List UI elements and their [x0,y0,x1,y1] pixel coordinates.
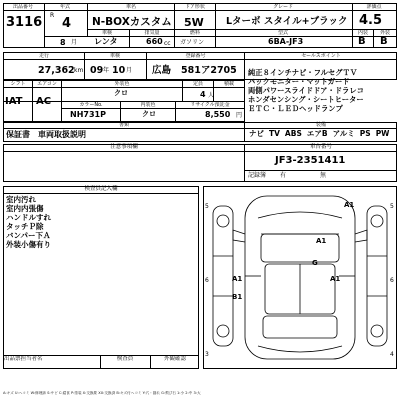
inspect-label: 車検 [109,53,120,59]
docs-record-label: 書類 [118,122,129,128]
color-code-label: カラーNo. [79,102,103,108]
door-value: 5W [184,16,204,29]
reg-label: 登録番号 [185,53,206,59]
score-label: 評価点 [366,4,382,10]
color-code-value: NH731P [70,110,106,119]
ac-label: エアコン [37,81,57,87]
inspector-title: 検査員記入欄 [84,186,118,192]
damage-mark-2: A1 [316,237,327,245]
stamp-title: 出品票担当者名 [4,356,43,362]
sales-point-3: 両側パワースライドドア・ドラレコ [248,86,364,95]
region-value: 広島 [152,65,172,76]
load-label: 積載 [223,81,234,87]
inspector-line-5: バンパー下Ａ [6,231,51,240]
inspector-line-6: 外装小傷有り [6,240,51,249]
row3-col-2 [146,52,147,80]
int-color-value: クロ [142,110,156,118]
fuel-label: 燃料 [189,30,200,36]
row2-col-b [174,36,175,48]
sales-label: セールスポイント [301,53,341,59]
notes-title: 注意事項欄 [110,144,138,150]
stamp-col-2 [150,355,151,369]
record-value: 車両取扱説明 [38,130,86,139]
damage-mark-3: G [312,259,318,267]
car-name-value: N-BOXカスタム [92,16,172,28]
row2-subline [87,29,397,30]
color-label: 外装色 [114,81,130,87]
header-divider [3,10,397,11]
option-pw: PW [375,129,390,138]
shift-label: シフト [10,81,26,87]
record-book-label: 記録簿 [248,172,267,179]
row2-col-c [215,36,216,48]
options-label: 装備 [315,122,326,128]
row3-header-line [3,59,397,60]
inspect-year-unit: 年 [103,67,110,74]
inspector-line-2: 室内内張傷 [6,204,44,213]
year-value: 4 [62,16,72,31]
model-value: 6BA-JF3 [268,37,304,46]
damage-mark-4: A1 [232,275,243,283]
disp-value: 660 [146,37,163,46]
era-letter: R [50,12,55,19]
vin-value: JF3-2351411 [275,155,346,166]
option-navi: ナビ [249,129,264,138]
record-book-yes: 有 [280,172,287,179]
inspect-month: 10 [112,65,126,76]
interior-grade: B [358,36,366,47]
type-value: レンタ [94,37,118,46]
inspector-line-4: タッチＰ除 [6,222,44,231]
score-value: 4.5 [359,13,383,28]
inspect-year: 09 [90,65,104,76]
row4-col-3 [182,80,183,101]
exterior-grade: B [380,36,388,47]
diagram-marker-5: 6 [390,277,394,284]
car-name-label: 車名 [125,4,136,10]
month-value: 8 [60,38,66,47]
shift-value: IAT [5,96,23,107]
interior-label: 内装 [357,30,368,36]
month-unit: 月 [71,39,78,46]
inspect-month-unit: 月 [126,67,133,74]
lot-number: 3116 [6,15,43,30]
row4-col-2 [61,80,62,122]
recycle-unit: 円 [236,112,243,119]
row2-col-d [373,29,374,48]
row4-header [3,87,245,88]
notes-header [3,151,397,152]
capacity-value: 4 [200,90,206,99]
damage-mark-1: A1 [344,201,355,209]
stamp-col-1 [100,355,101,369]
notes-col [244,144,245,182]
row4-col-1 [32,80,33,122]
sales-point-1: 純正８インチナビ・フルセグＴＶ [248,68,358,77]
header-col-5 [352,3,353,48]
stamp-inspector-label: 検査員 [116,356,134,362]
option-airbag: エアB [306,129,328,138]
ac-value: AC [36,96,52,107]
mileage-unit: km [74,67,84,74]
stamp-check-label: 外観確認 [163,356,186,362]
vin-underline [245,170,397,171]
row4-sub [62,108,245,109]
options-list [249,130,396,140]
diagram-marker-1: 5 [205,203,209,210]
recycle-value: 8,550 [205,110,231,119]
mileage-label: 走行 [38,53,49,59]
vin-label: 車台番号 [309,144,332,150]
diagram-marker-4: 5 [390,203,394,210]
warranty-value: 保証書 [6,130,30,139]
row2-col-a [129,29,130,48]
option-ps: PS [359,129,371,138]
option-tv: TV [269,129,280,138]
disp-unit: cc [164,40,171,47]
capacity-unit: 人 [208,92,215,99]
int-color-label: 内装色 [140,102,156,108]
damage-mark-5: B1 [232,293,243,301]
record-book-no: 無 [320,172,327,179]
damage-mark-6: A1 [330,275,341,283]
plate-value: 581ア2705 [181,65,237,76]
lot-label: 出品番号 [12,4,33,10]
recycle-label: リサイクル預託金 [190,102,230,108]
year-label: 年式 [59,4,70,10]
model-label: 型式 [277,30,288,36]
exterior-label: 外装 [379,30,390,36]
grade-value: Lターボ スタイル+ブラック [226,16,348,27]
legend-footer: A:キズ U:ヘコミ W:修理跡 S:サビ C:腐食 P:塗装 X:交換要 XX:交換済 B:キズ付ヘコミ Y:穴・割れ G:飛び石 1:小 2:中 3:大 [3,391,201,395]
fuel-value: ガソリン [180,39,205,46]
row3-col-1 [84,52,85,80]
header-col-1 [44,3,45,48]
capacity-label: 定員 [192,81,203,87]
diagram-marker-6: 4 [390,351,394,358]
option-abs: ABS [284,129,302,138]
sales-point-2: バックモニター・マットガード [248,77,350,86]
diagram-marker-3: 3 [205,351,209,358]
type-label: 車検 [101,30,112,36]
option-alloy: アルミ [332,129,355,138]
sales-point-4: ホンダセンシング・シートヒーター [248,95,364,104]
door-label: ドア形状 [185,4,205,10]
diagram-marker-2: 6 [205,277,209,284]
mileage-value: 27,362 [38,65,75,76]
disp-label: 排気量 [144,30,160,36]
color-value: クロ [114,89,128,97]
inspector-line-3: ハンドルすれ [6,213,51,222]
grade-label: グレード [272,4,293,10]
sales-point-5: ＥＴＣ・ＬＥＤヘッドランプ [248,104,343,113]
inspector-line-1: 室内汚れ [6,195,36,204]
inspector-header [3,193,199,194]
